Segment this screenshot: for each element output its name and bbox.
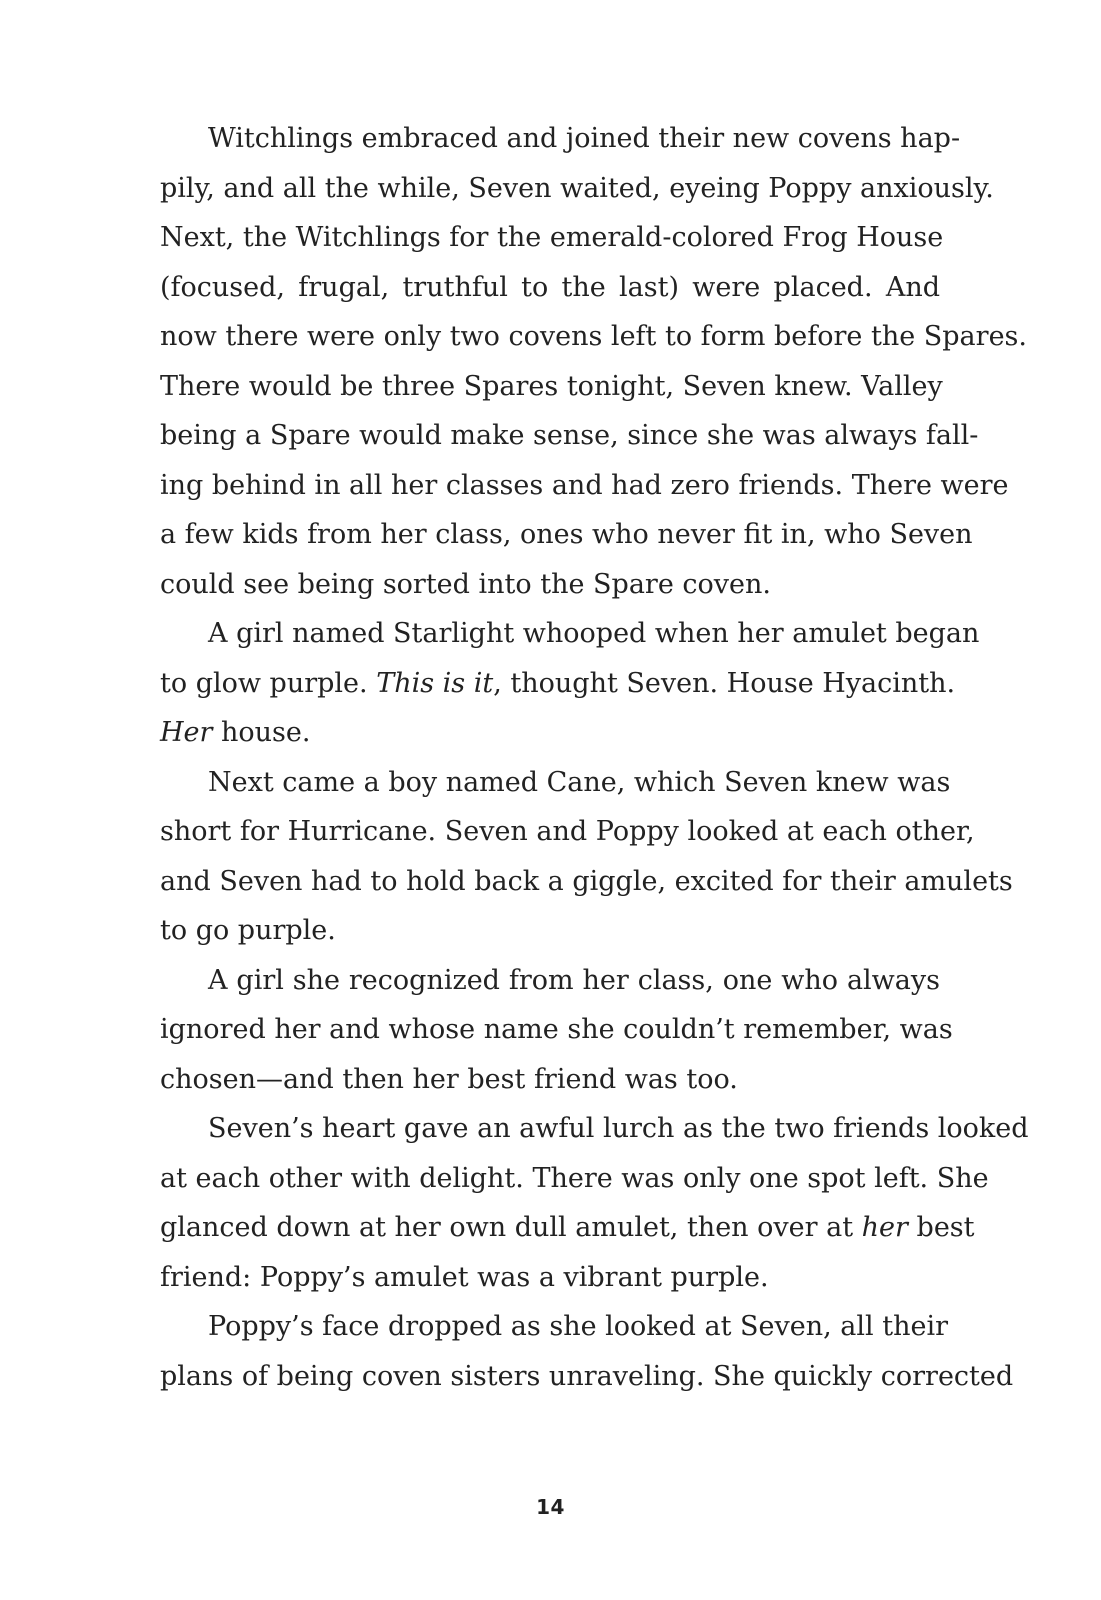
text-line: [160, 906, 940, 956]
body-text: [160, 114, 1029, 1401]
text-segment: could see being sorted into the Spare coven.: [160, 568, 771, 600]
text-line: [160, 1154, 989, 1204]
text-segment: being a Spare would make sense, since she was always fall-: [160, 420, 979, 451]
text-line: [160, 560, 940, 610]
text-line: [160, 1352, 1014, 1402]
text-segment: a few kids from her class, ones who never fit in, who Seven: [160, 519, 973, 550]
text-segment: now there were only two covens left to form before the Spares.: [160, 321, 1027, 352]
text-segment: Witchlings embraced and joined their new covens hap-: [208, 123, 961, 154]
text-line: [160, 708, 940, 758]
text-segment: Seven’s heart gave an awful lurch as the two friends looked: [208, 1113, 1029, 1144]
text-line: [160, 1203, 975, 1253]
text-line: [160, 510, 973, 560]
text-segment: friend: Poppy’s amulet was a vibrant purple.: [160, 1261, 769, 1293]
text-line: [160, 609, 980, 659]
text-segment: There would be three Spares tonight, Seven knew. Valley: [160, 370, 943, 402]
text-line: [160, 758, 951, 808]
text-line: [160, 1302, 948, 1352]
text-line: [160, 956, 940, 1006]
text-line: [160, 1253, 940, 1303]
text-segment: ing behind in all her classes and had zero friends. There were: [160, 469, 1009, 501]
text-line: [160, 362, 943, 412]
text-line: [160, 164, 994, 214]
text-segment: Next came a boy named Cane, which Seven knew was: [208, 766, 951, 798]
text-segment: , thought Seven. House Hyacinth.: [493, 667, 956, 699]
text-segment: A girl she recognized from her class, one who always: [208, 964, 940, 996]
text-segment: short for Hurricane. Seven and Poppy looked at each other,: [160, 816, 975, 847]
text-segment: best: [907, 1212, 975, 1243]
text-segment: (focused, frugal, truthful to the last) were placed. And: [160, 271, 940, 303]
text-line: [160, 213, 944, 263]
page-number: 14: [536, 1495, 565, 1519]
italic-text: Her: [160, 717, 213, 748]
text-segment: Next, the Witchlings for the emerald-colored Frog House: [160, 222, 944, 253]
text-segment: chosen—and then her best friend was too.: [160, 1063, 738, 1095]
text-segment: plans of being coven sisters unraveling. She quickly corrected: [160, 1360, 1014, 1392]
text-segment: house.: [212, 717, 311, 748]
text-line: [160, 1104, 1029, 1154]
text-line: [160, 1005, 953, 1055]
italic-text: This is it: [376, 667, 494, 699]
text-segment: glanced down at her own dull amulet, then over at: [160, 1212, 862, 1243]
text-segment: to go purple.: [160, 915, 336, 946]
text-segment: ignored her and whose name she couldn’t remember, was: [160, 1014, 953, 1045]
text-segment: at each other with delight. There was only one spot left. She: [160, 1162, 989, 1194]
text-line: [160, 807, 975, 857]
text-segment: to glow purple.: [160, 667, 377, 699]
text-line: [160, 411, 979, 461]
text-line: [160, 659, 956, 709]
text-segment: Poppy’s face dropped as she looked at Seven, all their: [208, 1311, 948, 1342]
text-line: [160, 461, 1009, 511]
text-segment: pily, and all the while, Seven waited, eyeing Poppy anxiously.: [160, 172, 994, 204]
text-line: [160, 312, 1027, 362]
text-line: [160, 1055, 940, 1105]
text-line: [160, 114, 961, 164]
text-segment: A girl named Starlight whooped when her amulet began: [208, 618, 980, 649]
italic-text: her: [861, 1212, 908, 1243]
text-line: [160, 263, 940, 313]
text-line: [160, 857, 1013, 907]
text-segment: and Seven had to hold back a giggle, excited for their amulets: [160, 865, 1013, 897]
